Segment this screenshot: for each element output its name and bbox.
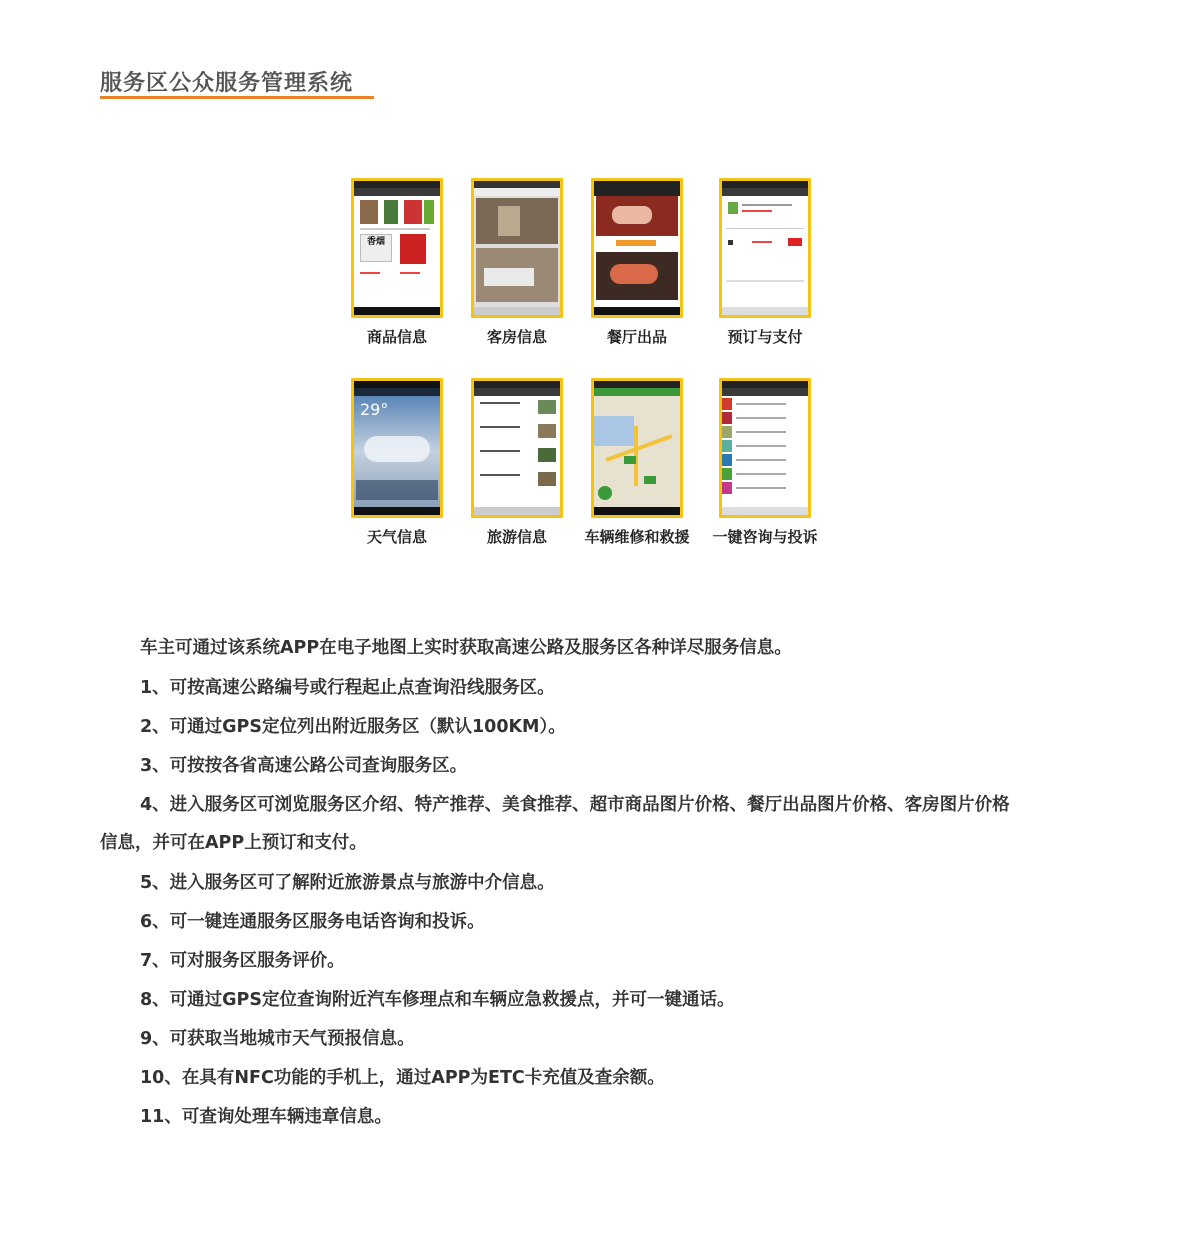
feature-label: 天气信息 xyxy=(366,528,427,546)
restaurant-food-screen-icon xyxy=(591,178,683,318)
list-item: 1、可按高速公路编号或行程起止点查询沿线服务区。 xyxy=(140,678,555,698)
feature-label: 商品信息 xyxy=(366,328,427,346)
feature-label: 餐厅出品 xyxy=(606,328,667,346)
list-item: 6、可一键连通服务区服务电话咨询和投诉。 xyxy=(140,912,485,932)
booking-payment-screen-icon xyxy=(719,178,811,318)
feature-card-weather xyxy=(342,378,452,547)
list-item-continued: 信息，并可在APP上预订和支付。 xyxy=(100,833,367,853)
feature-label: 一键咨询与投诉 xyxy=(712,528,818,546)
list-item: 3、可按按各省高速公路公司查询服务区。 xyxy=(140,756,468,776)
list-item: 10、在具有NFC功能的手机上，通过APP为ETC卡充值及查余额。 xyxy=(140,1068,665,1088)
shopping-screen-icon xyxy=(351,178,443,318)
feature-card-rooms xyxy=(462,178,572,347)
feature-label: 预订与支付 xyxy=(727,328,803,346)
page-title: 服务区公众服务管理系统 xyxy=(100,71,354,96)
feature-card-vehicle xyxy=(582,378,692,547)
list-item: 9、可获取当地城市天气预报信息。 xyxy=(140,1029,415,1049)
feature-card-hotline xyxy=(710,378,820,547)
feature-card-travel xyxy=(462,378,572,547)
list-item: 7、可对服务区服务评价。 xyxy=(140,951,345,971)
list-item: 4、进入服务区可浏览服务区介绍、特产推荐、美食推荐、超市商品图片价格、餐厅出品图片价格、客房图片价格 xyxy=(140,795,1010,815)
feature-card-goods xyxy=(342,178,452,347)
title-underline xyxy=(100,96,374,99)
feature-label: 车辆维修和救援 xyxy=(584,528,690,546)
feature-label: 旅游信息 xyxy=(486,528,547,546)
cigarette-sign: 香烟 xyxy=(360,234,392,262)
list-item: 5、进入服务区可了解附近旅游景点与旅游中介信息。 xyxy=(140,873,555,893)
list-item: 11、可查询处理车辆违章信息。 xyxy=(140,1107,392,1127)
travel-screen-icon xyxy=(471,378,563,518)
weather-temperature: 29° xyxy=(360,400,389,419)
feature-grid xyxy=(342,178,832,558)
hotel-room-screen-icon xyxy=(471,178,563,318)
vehicle-map-screen-icon xyxy=(591,378,683,518)
weather-screen-icon xyxy=(351,378,443,518)
list-item: 2、可通过GPS定位列出附近服务区（默认100KM）。 xyxy=(140,717,566,737)
list-item: 8、可通过GPS定位查询附近汽车修理点和车辆应急救援点，并可一键通话。 xyxy=(140,990,735,1010)
feature-label: 客房信息 xyxy=(486,328,547,346)
feature-card-booking xyxy=(710,178,820,347)
feature-card-restaurant xyxy=(582,178,692,347)
intro-text: 车主可通过该系统APP在电子地图上实时获取高速公路及服务区各种详尽服务信息。 xyxy=(140,638,792,658)
phone-list-screen-icon xyxy=(719,378,811,518)
